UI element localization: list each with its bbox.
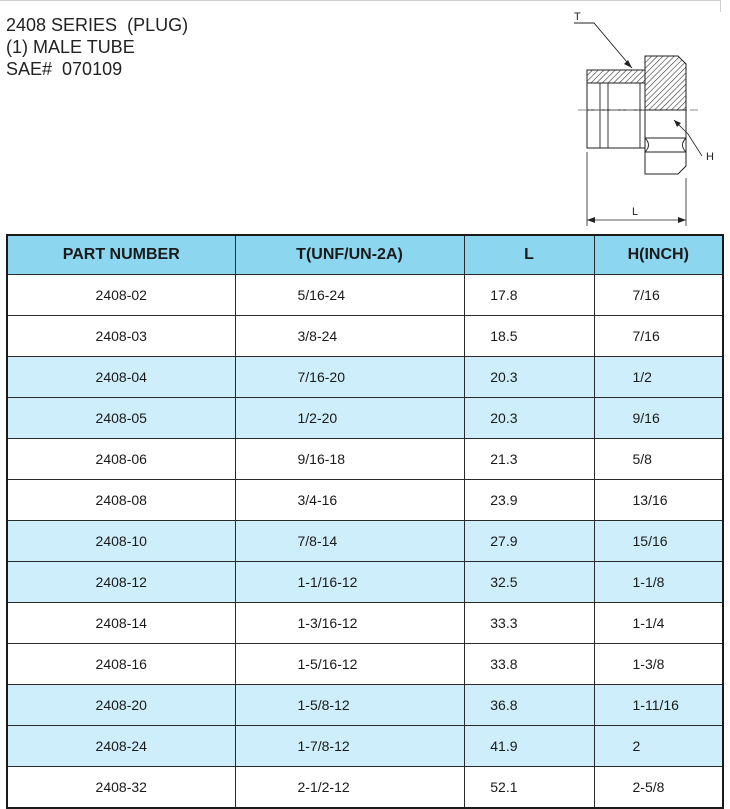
sae-number: SAE# 070109 (6, 59, 123, 79)
table-row (7, 398, 723, 439)
length-cell: 21.3 (464, 439, 594, 480)
length-cell: 27.9 (464, 521, 594, 562)
thread-cell: 2-1/2-12 (235, 767, 464, 809)
label-t: T (574, 11, 581, 23)
table-row (7, 644, 723, 685)
plug-fitting-drawing (560, 6, 720, 232)
table-row (7, 726, 723, 767)
part-number-cell: 2408-12 (7, 562, 235, 603)
series-title: 2408 SERIES (PLUG) (6, 15, 189, 35)
label-h: H (706, 151, 714, 163)
hex-cell: 1-1/4 (594, 603, 723, 644)
length-cell: 41.9 (464, 726, 594, 767)
length-cell: 33.3 (464, 603, 594, 644)
thread-cell: 1-5/16-12 (235, 644, 464, 685)
part-number-cell: 2408-05 (7, 398, 235, 439)
table-row (7, 767, 723, 809)
hex-cell: 7/16 (594, 316, 723, 357)
right-rule (720, 0, 721, 12)
length-cell: 18.5 (464, 316, 594, 357)
table-row (7, 562, 723, 603)
hex-cell: 5/8 (594, 439, 723, 480)
stem-body (587, 83, 645, 148)
hex-cell: 2-5/8 (594, 767, 723, 809)
thread-cell: 1-5/8-12 (235, 685, 464, 726)
length-cell: 33.8 (464, 644, 594, 685)
part-number-cell: 2408-08 (7, 480, 235, 521)
dim-arrow-left (587, 217, 595, 223)
title-block (6, 14, 188, 80)
part-number-cell: 2408-32 (7, 767, 235, 809)
table-row (7, 275, 723, 316)
thread-cell: 1-1/16-12 (235, 562, 464, 603)
thread-cell: 9/16-18 (235, 439, 464, 480)
top-rule (0, 0, 720, 1)
hex-cell: 9/16 (594, 398, 723, 439)
length-cell: 23.9 (464, 480, 594, 521)
col-part-number: PART NUMBER (7, 235, 235, 275)
part-number-cell: 2408-14 (7, 603, 235, 644)
hex-cell: 1-1/8 (594, 562, 723, 603)
thread-cell: 7/16-20 (235, 357, 464, 398)
label-l: L (632, 206, 639, 218)
table-row (7, 521, 723, 562)
table-row (7, 685, 723, 726)
part-number-cell: 2408-10 (7, 521, 235, 562)
col-hex: H(INCH) (594, 235, 723, 275)
spec-table (6, 234, 724, 809)
length-cell: 32.5 (464, 562, 594, 603)
part-number-cell: 2408-16 (7, 644, 235, 685)
table-row (7, 439, 723, 480)
thread-cell: 1-3/16-12 (235, 603, 464, 644)
leader-h-tail (688, 134, 702, 156)
part-number-cell: 2408-02 (7, 275, 235, 316)
length-cell: 52.1 (464, 767, 594, 809)
thread-cell: 3/4-16 (235, 480, 464, 521)
part-number-cell: 2408-03 (7, 316, 235, 357)
hex-cell: 1/2 (594, 357, 723, 398)
dim-arrow-right (678, 217, 686, 223)
table-row (7, 357, 723, 398)
part-number-cell: 2408-24 (7, 726, 235, 767)
leader-t (574, 23, 632, 68)
hex-cell: 2 (594, 726, 723, 767)
thread-cell: 5/16-24 (235, 275, 464, 316)
hex-cell: 7/16 (594, 275, 723, 316)
length-cell: 17.8 (464, 275, 594, 316)
header-row (7, 235, 723, 275)
thread-cell: 1/2-20 (235, 398, 464, 439)
length-cell: 20.3 (464, 398, 594, 439)
table-row (7, 603, 723, 644)
thread-cell: 3/8-24 (235, 316, 464, 357)
stem-top-wall (587, 70, 645, 83)
thread-cell: 7/8-14 (235, 521, 464, 562)
leader-t-arrow (624, 60, 632, 68)
hex-cell: 13/16 (594, 480, 723, 521)
table-row (7, 316, 723, 357)
length-cell: 36.8 (464, 685, 594, 726)
tube-type: (1) MALE TUBE (6, 37, 135, 57)
hex-body (645, 110, 686, 174)
hex-cell: 1-3/8 (594, 644, 723, 685)
col-thread: T(UNF/UN-2A) (235, 235, 464, 275)
length-cell: 20.3 (464, 357, 594, 398)
col-length: L (464, 235, 594, 275)
hex-cell: 1-11/16 (594, 685, 723, 726)
thread-cell: 1-7/8-12 (235, 726, 464, 767)
part-number-cell: 2408-04 (7, 357, 235, 398)
part-number-cell: 2408-06 (7, 439, 235, 480)
part-number-cell: 2408-20 (7, 685, 235, 726)
hex-cell: 15/16 (594, 521, 723, 562)
body-top-wall (645, 56, 686, 110)
table-row (7, 480, 723, 521)
